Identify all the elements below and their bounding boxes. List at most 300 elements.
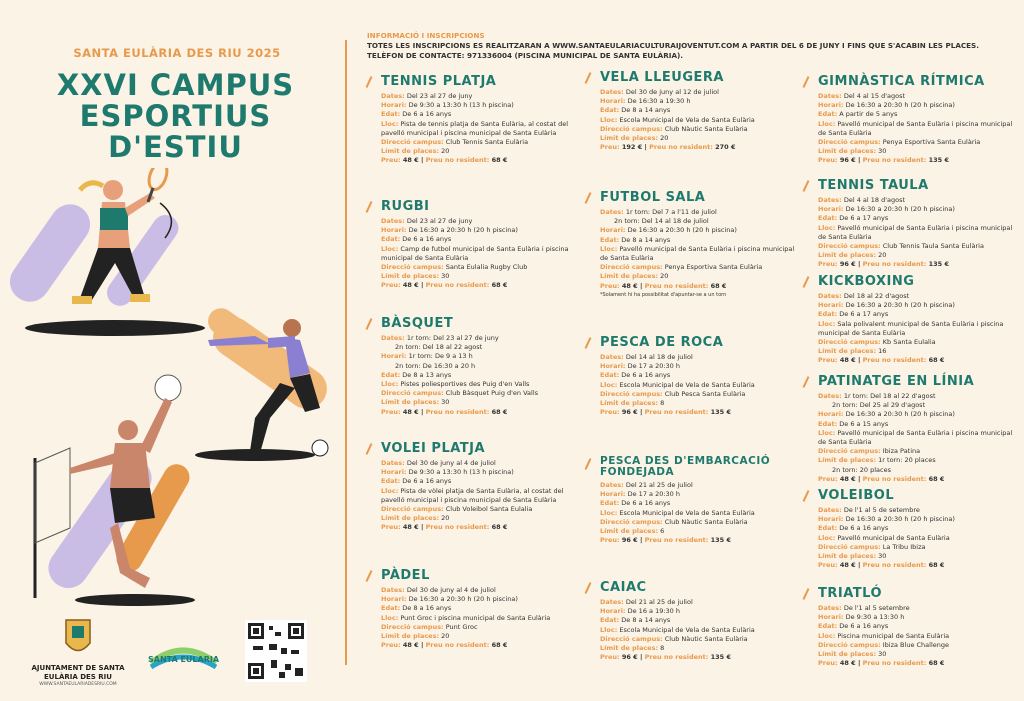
price-label: Preu: xyxy=(600,653,620,662)
field-value: De 8 a 14 anys xyxy=(621,106,671,115)
price-no-label: Preu no resident: xyxy=(862,260,927,269)
field-value: Del 14 al 18 de juliol xyxy=(625,353,693,361)
field-label: Lloc: xyxy=(818,223,836,232)
field-label: Edat: xyxy=(818,110,838,119)
price-value: 96 € xyxy=(839,260,856,269)
field-value: Escola Municipal de Vela de Santa Eulària xyxy=(619,380,755,389)
price-no-value: 68 € xyxy=(928,561,945,570)
activity-title: FUTBOL SALA xyxy=(574,190,799,205)
activity-title: PESCA DES D'EMBARCACIÓ FONDEJADA xyxy=(574,456,799,478)
field-label: Horari: xyxy=(818,205,844,214)
info-line-2: TELÈFON DE CONTACTE: 971336004 (PISCINA MUNICIPAL DE SANTA EULÀRIA). xyxy=(367,51,684,60)
activity-card: RUGBI Dates: Del 23 al 27 de juny Horari: De 16:30 a 20:30 h (20 h piscina) Edat: De 6 a 16 anys Lloc: Camp de futbol municipal de Santa Eulària i piscina municipal de Santa Eulària Direcció campus: Santa Eulalia Rugby Club Límit de places: 30 Preu: 48 € | Preu no resident: 68 € xyxy=(355,199,577,291)
activity-title: VELA LLEUGERA xyxy=(574,70,799,85)
field-value: 1r torn: Del 23 al 27 de juny xyxy=(406,334,499,342)
field-label: Lloc: xyxy=(600,244,618,253)
price-no-label: Preu no resident: xyxy=(644,653,709,662)
price-value: 96 € xyxy=(621,653,638,662)
price-no-label: Preu no resident: xyxy=(425,156,490,165)
price-no-label: Preu no resident: xyxy=(425,407,490,416)
price-no-value: 68 € xyxy=(710,281,727,290)
ajuntament-url[interactable]: WWW.SANTAEULARIADESRIU.COM xyxy=(39,682,117,687)
field-value: Piscina municipal de Santa Eulària xyxy=(837,631,950,640)
field-label: Lloc: xyxy=(381,244,399,253)
field-value: De 16 a 19:30 h xyxy=(627,607,680,616)
field-label: Límit de places: xyxy=(600,527,659,536)
field-value: Escola Municipal de Vela de Santa Eulària xyxy=(619,508,755,517)
field-value: Del 21 al 25 de juliol xyxy=(625,598,693,606)
field-value: 1r torn: Del 18 al 22 d'agost xyxy=(843,392,936,400)
field-value: Del 21 al 25 de juliol xyxy=(625,481,693,489)
field-value: 30 xyxy=(878,552,887,561)
title-line-2: ESPORTIUS xyxy=(79,99,272,133)
field-label: Límit de places: xyxy=(600,272,659,281)
field-value: 20 xyxy=(878,251,887,260)
price-value: 96 € xyxy=(621,408,638,417)
field-label: Dates: xyxy=(818,506,842,514)
field-label: Horari: xyxy=(600,490,626,499)
price-value: 48 € xyxy=(839,561,856,570)
field-value-extra: 2n torn: Del 18 al 22 agost xyxy=(395,343,483,352)
field-label: Dates: xyxy=(818,292,842,300)
field-label: Horari: xyxy=(600,362,626,371)
activity-title: RUGBI xyxy=(355,199,577,214)
activity-title: CAIAC xyxy=(574,580,799,595)
price-no-value: 68 € xyxy=(928,474,945,483)
info-line-1: TOTES LES INSCRIPCIONS ES REALITZARAN A WWW.SANTAEULARIACULTURAIJOVENTUT.COM A PARTIR DEL 6 DE JUNY I FINS QUE S'ACABIN LES PLACES. xyxy=(367,41,979,50)
activity-title: TENNIS TAULA xyxy=(792,178,1018,193)
field-value: De 6 a 16 anys xyxy=(839,524,889,533)
field-value: Club Nàutic Santa Eulària xyxy=(664,634,748,643)
field-value: De 6 a 16 anys xyxy=(621,499,671,508)
field-value: De 8 a 13 anys xyxy=(402,370,452,379)
field-label: Límit de places: xyxy=(818,456,877,465)
field-label: Direcció campus: xyxy=(600,634,663,643)
field-value: De 8 a 16 anys xyxy=(402,604,452,613)
field-value-extra: 2n torn: Del 25 al 29 d'agost xyxy=(832,401,926,410)
field-label: Dates: xyxy=(381,586,405,594)
field-value: 6 xyxy=(660,527,665,536)
field-value: De 17 a 20:30 h xyxy=(627,362,680,371)
field-label: Edat: xyxy=(600,235,620,244)
price-no-value: 68 € xyxy=(928,356,945,365)
activity-title: VOLEI PLATJA xyxy=(355,441,577,456)
activity-title: BÀSQUET xyxy=(355,316,577,331)
price-label: Preu: xyxy=(381,156,401,165)
field-value: Pavelló municipal de Santa Eulària i piscina municipal de Santa Eulària xyxy=(818,119,1013,137)
field-label: Direcció campus: xyxy=(818,447,881,456)
price-no-label: Preu no resident: xyxy=(649,143,713,152)
field-label: Límit de places: xyxy=(818,650,877,659)
field-value: Santa Eulalia Rugby Club xyxy=(445,263,528,272)
field-value: De 16:30 a 20:30 h (20 h piscina) xyxy=(627,226,737,235)
field-label: Horari: xyxy=(600,607,626,616)
field-label: Dates: xyxy=(381,217,405,225)
activity-title: PATINATGE EN LÍNIA xyxy=(792,374,1018,389)
field-value: 30 xyxy=(441,398,450,407)
field-value: Del 18 al 22 d'agost xyxy=(843,292,910,300)
activity-card: VOLEIBOL Dates: De l'1 al 5 de setembre Horari: De 16:30 a 20:30 h (20 h piscina) Edat: De 6 a 16 anys Lloc: Pavelló municipal de Santa Eulària Direcció campus: La Tribu Ibiza Límit de places: 30 Preu: 48 € | Preu no resident: 68 € xyxy=(792,488,1018,570)
field-label: Lloc: xyxy=(818,631,836,640)
price-no-label: Preu no resident: xyxy=(425,523,490,532)
field-label: Lloc: xyxy=(818,119,836,128)
price-label: Preu: xyxy=(381,523,401,532)
field-label: Dates: xyxy=(818,92,842,100)
price-no-label: Preu no resident: xyxy=(862,561,927,570)
price-label: Preu: xyxy=(600,281,620,290)
price-no-value: 68 € xyxy=(491,281,508,290)
price-value: 48 € xyxy=(402,281,419,290)
field-label: Direcció campus: xyxy=(600,263,663,272)
field-value: De 16:30 a 19:30 h xyxy=(627,97,691,106)
field-label: Límit de places: xyxy=(600,134,659,143)
field-value: 8 xyxy=(660,399,665,408)
field-value: Ibiza Patina xyxy=(882,447,921,456)
price-value: 48 € xyxy=(402,641,419,650)
field-value: De l'1 al 5 de setembre xyxy=(843,506,920,514)
field-label: Dates: xyxy=(600,353,624,361)
field-label: Límit de places: xyxy=(381,272,440,281)
field-label: Lloc: xyxy=(600,115,618,124)
field-label: Direcció campus: xyxy=(381,389,444,398)
field-value-extra: 2n torn: Del 14 al 18 de juliol xyxy=(614,217,709,226)
field-label: Edat: xyxy=(381,477,401,486)
price-label: Preu: xyxy=(818,260,838,269)
price-value: 96 € xyxy=(839,156,856,165)
price-no-label: Preu no resident: xyxy=(425,641,490,650)
field-value: De 6 a 16 anys xyxy=(402,235,452,244)
field-label: Lloc: xyxy=(600,625,618,634)
field-value: De 16:30 a 20:30 h (20 h piscina) xyxy=(408,226,518,235)
price-value: 48 € xyxy=(839,659,856,668)
activity-title: PESCA DE ROCA xyxy=(574,335,799,350)
field-label: Límit de places: xyxy=(381,632,440,641)
field-label: Direcció campus: xyxy=(600,389,663,398)
field-value: De 6 a 16 anys xyxy=(839,622,889,631)
football-player-figure xyxy=(195,303,335,461)
field-value: 8 xyxy=(660,644,665,653)
field-label: Horari: xyxy=(381,101,407,110)
field-label: Horari: xyxy=(600,226,626,235)
field-value: De l'1 al 5 setembre xyxy=(843,604,910,612)
activity-title: TRIATLÓ xyxy=(792,586,1018,601)
coat-of-arms-icon xyxy=(28,618,128,663)
field-label: Direcció campus: xyxy=(381,505,444,514)
field-label: Horari: xyxy=(381,595,407,604)
price-no-label: Preu no resident: xyxy=(862,474,927,483)
field-label: Direcció campus: xyxy=(381,622,444,631)
activity-card: TENNIS TAULA Dates: Del 4 al 18 d'agost Horari: De 16:30 a 20:30 h (20 h piscina) Edat: De 6 a 17 anys Lloc: Pavelló municipal de Santa Eulària i piscina municipal de Santa Eulària Direcció campus: Club Tennis Taula Santa Eulària Límit de places: 20 Preu: 96 € | Preu no resident: 135 € xyxy=(792,178,1018,270)
activity-card: PATINATGE EN LÍNIA Dates: 1r torn: Del 18 al 22 d'agost 2n torn: Del 25 al 29 d'agost Horari: De 16:30 a 20:30 h (20 h piscina) Edat: De 6 a 15 anys Lloc: Pavelló municipal de Santa Eulària i piscina municipal de Santa Eulària Direcció campus: Ibiza Patina Límit de places: 1r torn: 20 places 2n torn: 20 places Preu: 48 € | Preu no resident: 68 € xyxy=(792,374,1018,484)
field-label: Horari: xyxy=(818,301,844,310)
field-value: Punt Groc i piscina municipal de Santa Eulària xyxy=(400,613,551,622)
title-line-1: XXVI CAMPUS xyxy=(56,68,295,102)
activity-card: PESCA DE ROCA Dates: Del 14 al 18 de juliol Horari: De 17 a 20:30 h Edat: De 6 a 16 anys Lloc: Escola Municipal de Vela de Santa Eulària Direcció campus: Club Pesca Santa Eulària Límit de places: 8 Preu: 96 € | Preu no resident: 135 € xyxy=(574,335,799,417)
field-label: Horari: xyxy=(600,97,626,106)
field-value: Pista de tennis platja de Santa Eulària, al costat del pavelló municipal i piscina municipal de Santa Eulària xyxy=(381,119,568,137)
price-value: 48 € xyxy=(402,523,419,532)
activity-card: BÀSQUET Dates: 1r torn: Del 23 al 27 de juny 2n torn: Del 18 al 22 agost Horari: 1r torn: De 9 a 13 h 2n torn: De 16:30 a 20 h Edat: De 8 a 13 anys Lloc: Pistes poliesportives des Puig d'en Valls Direcció campus: Club Bàsquet Puig d'en Valls Límit de places: 30 Preu: 48 € | Preu no resident: 68 € xyxy=(355,316,577,417)
field-value: De 6 a 17 anys xyxy=(839,214,889,223)
field-label: Direcció campus: xyxy=(600,124,663,133)
field-label: Edat: xyxy=(818,622,838,631)
field-value: Punt Groc xyxy=(445,622,478,631)
field-value: Club Pesca Santa Eulària xyxy=(664,389,746,398)
price-label: Preu: xyxy=(600,536,620,545)
field-value: Ibiza Blue Challenge xyxy=(882,640,950,649)
field-label: Horari: xyxy=(818,613,844,622)
field-label: Dates: xyxy=(381,459,405,467)
price-value: 48 € xyxy=(621,281,638,290)
price-label: Preu: xyxy=(381,641,401,650)
qr-code-icon[interactable] xyxy=(245,620,307,682)
field-label: Lloc: xyxy=(381,486,399,495)
field-label: Edat: xyxy=(381,235,401,244)
price-no-label: Preu no resident: xyxy=(425,281,490,290)
activity-title: PÀDEL xyxy=(355,568,577,583)
price-no-value: 68 € xyxy=(491,407,508,416)
field-value: 30 xyxy=(878,147,887,156)
field-value: 30 xyxy=(441,272,450,281)
price-value: 48 € xyxy=(402,407,419,416)
field-value: 1r torn: De 9 a 13 h xyxy=(408,352,473,361)
field-value: 20 xyxy=(660,134,669,143)
activity-title: VOLEIBOL xyxy=(792,488,1018,503)
activity-card: TENNIS PLATJA Dates: Del 23 al 27 de juny Horari: De 9:30 a 13:30 h (13 h piscina) Edat: De 6 a 16 anys Lloc: Pista de tennis platja de Santa Eulària, al costat del pavelló municipal i piscina municipal de Santa Eulària Direcció campus: Club Tennis Santa Eulària Límit de places: 20 Preu: 48 € | Preu no resident: 68 € xyxy=(355,74,577,166)
price-no-label: Preu no resident: xyxy=(644,281,709,290)
field-value: De 16:30 a 20:30 h (20 h piscina) xyxy=(408,595,518,604)
price-label: Preu: xyxy=(381,407,401,416)
field-value: De 9:30 a 13:30 h (13 h piscina) xyxy=(408,101,514,110)
field-label: Edat: xyxy=(818,310,838,319)
field-label: Edat: xyxy=(600,371,620,380)
field-label: Dates: xyxy=(818,196,842,204)
activity-title: GIMNÀSTICA RÍTMICA xyxy=(792,74,1018,89)
volleyball-player-figure xyxy=(35,375,195,606)
price-label: Preu: xyxy=(381,281,401,290)
field-label: Lloc: xyxy=(600,508,618,517)
info-block xyxy=(367,31,1017,61)
field-value: Pavelló municipal de Santa Eulària xyxy=(837,533,950,542)
price-no-label: Preu no resident: xyxy=(862,659,927,668)
field-value: De 16:30 a 20:30 h (20 h piscina) xyxy=(845,205,955,214)
poster-left-panel xyxy=(0,0,345,701)
field-value: Pista de vòlei platja de Santa Eulària, al costat del pavelló municipal i piscina municipal de Santa Eulària xyxy=(381,486,564,504)
activity-card: PÀDEL Dates: Del 30 de juny al 4 de juliol Horari: De 16:30 a 20:30 h (20 h piscina) Edat: De 8 a 16 anys Lloc: Punt Groc i piscina municipal de Santa Eulària Direcció campus: Punt Groc Límit de places: 20 Preu: 48 € | Preu no resident: 68 € xyxy=(355,568,577,650)
field-value: 20 xyxy=(441,147,450,156)
field-label: Horari: xyxy=(818,101,844,110)
price-no-value: 135 € xyxy=(928,156,949,165)
field-value: Del 23 al 27 de juny xyxy=(406,92,473,100)
field-value: A partir de 5 anys xyxy=(839,110,898,119)
field-label: Dates: xyxy=(600,598,624,606)
field-label: Dates: xyxy=(381,92,405,100)
price-no-value: 68 € xyxy=(491,641,508,650)
field-value: De 8 a 14 anys xyxy=(621,235,671,244)
price-no-value: 135 € xyxy=(928,260,949,269)
field-label: Límit de places: xyxy=(600,644,659,653)
field-label: Lloc: xyxy=(818,533,836,542)
field-label: Límit de places: xyxy=(818,552,877,561)
field-value: Escola Municipal de Vela de Santa Eulària xyxy=(619,625,755,634)
field-label: Lloc: xyxy=(381,380,399,389)
field-label: Dates: xyxy=(600,88,624,96)
field-value-extra: 2n torn: 20 places xyxy=(832,465,891,474)
field-value: Club Bàsquet Puig d'en Valls xyxy=(445,389,539,398)
field-value: De 16:30 a 20:30 h (20 h piscina) xyxy=(845,101,955,110)
field-value: Sala polivalent municipal de Santa Eulària i piscina municipal de Santa Eulària xyxy=(818,319,1004,337)
event-subtitle: SANTA EULÀRIA DES RIU 2025 xyxy=(73,46,281,60)
field-label: Direcció campus: xyxy=(600,517,663,526)
price-label: Preu: xyxy=(818,156,838,165)
field-value: Camp de futbol municipal de Santa Eulària i piscina municipal de Santa Eulària xyxy=(381,244,569,262)
field-value: De 9:30 a 13:30 h (13 h piscina) xyxy=(408,468,514,477)
activity-card: GIMNÀSTICA RÍTMICA Dates: Del 4 al 15 d'agost Horari: De 16:30 a 20:30 h (20 h piscina) Edat: A partir de 5 anys Lloc: Pavelló municipal de Santa Eulària i piscina municipal de Santa Eulària Direcció campus: Penya Esportiva Santa Eulària Límit de places: 30 Preu: 96 € | Preu no resident: 135 € xyxy=(792,74,1018,166)
field-label: Direcció campus: xyxy=(818,542,881,551)
field-label: Lloc: xyxy=(818,319,836,328)
field-value: De 16:30 a 20:30 h (20 h piscina) xyxy=(845,301,955,310)
activity-card: PESCA DES D'EMBARCACIÓ FONDEJADA Dates: Del 21 al 25 de juliol Horari: De 17 a 20:30 h Edat: De 6 a 16 anys Lloc: Escola Municipal de Vela de Santa Eulària Direcció campus: Club Nàutic Santa Eulària Límit de places: 6 Preu: 96 € | Preu no resident: 135 € xyxy=(574,456,799,545)
field-value: Del 30 de juny al 12 de juliol xyxy=(625,88,719,96)
activity-card: CAIAC Dates: Del 21 al 25 de juliol Horari: De 16 a 19:30 h Edat: De 8 a 14 anys Lloc: Escola Municipal de Vela de Santa Eulària Direcció campus: Club Nàutic Santa Eulària Límit de places: 8 Preu: 96 € | Preu no resident: 135 € xyxy=(574,580,799,662)
price-label: Preu: xyxy=(818,474,838,483)
field-value: 1r torn: 20 places xyxy=(878,456,936,465)
activity-card: KICKBOXING Dates: Del 18 al 22 d'agost Horari: De 16:30 a 20:30 h (20 h piscina) Edat: De 6 a 17 anys Lloc: Sala polivalent municipal de Santa Eulària i piscina municipal de Santa Eulària Direcció campus: Kb Santa Eulalia Límit de places: 16 Preu: 48 € | Preu no resident: 68 € xyxy=(792,274,1018,366)
field-value: De 6 a 15 anys xyxy=(839,419,889,428)
field-value: 20 xyxy=(660,272,669,281)
field-value: Club Voleibol Santa Eulalia xyxy=(445,505,533,514)
field-label: Direcció campus: xyxy=(381,263,444,272)
field-label: Dates: xyxy=(818,392,842,400)
field-label: Límit de places: xyxy=(600,399,659,408)
field-value: De 9:30 a 13:30 h xyxy=(845,613,905,622)
activity-note: *Solament hi ha possibilitat d'apuntar-se a un torn xyxy=(600,291,727,298)
field-value: De 6 a 17 anys xyxy=(839,310,889,319)
field-value: 16 xyxy=(878,347,887,356)
price-no-label: Preu no resident: xyxy=(862,156,927,165)
field-value-extra: 2n torn: De 16:30 a 20 h xyxy=(395,361,476,370)
title-line-3: D'ESTIU xyxy=(108,130,243,164)
field-value: De 6 a 16 anys xyxy=(402,477,452,486)
price-no-value: 135 € xyxy=(710,408,731,417)
field-label: Direcció campus: xyxy=(818,138,881,147)
price-no-value: 68 € xyxy=(491,523,508,532)
field-value: Pistes poliesportives des Puig d'en Valls xyxy=(400,380,530,389)
price-label: Preu: xyxy=(818,356,838,365)
field-label: Lloc: xyxy=(381,613,399,622)
field-value: Club Nàutic Santa Eulària xyxy=(664,124,748,133)
price-value: 48 € xyxy=(839,356,856,365)
ajuntament-name: AJUNTAMENT DE SANTA EULÀRIA DES RIU xyxy=(31,664,125,681)
field-label: Edat: xyxy=(600,616,620,625)
field-label: Dates: xyxy=(600,481,624,489)
field-label: Direcció campus: xyxy=(381,138,444,147)
santa-eularia-logo xyxy=(146,633,221,673)
field-label: Lloc: xyxy=(381,119,399,128)
price-no-value: 270 € xyxy=(715,143,736,152)
activity-title: TENNIS PLATJA xyxy=(355,74,577,89)
field-value: Del 23 al 27 de juny xyxy=(406,217,473,225)
field-value: Penya Esportiva Santa Eulària xyxy=(882,138,981,147)
activity-title: KICKBOXING xyxy=(792,274,1018,289)
field-label: Edat: xyxy=(818,419,838,428)
field-label: Límit de places: xyxy=(381,398,440,407)
activity-card: VOLEI PLATJA Dates: Del 30 de juny al 4 de juliol Horari: De 9:30 a 13:30 h (13 h piscina) Edat: De 6 a 16 anys Lloc: Pista de vòlei platja de Santa Eulària, al costat del pavelló municipal i piscina municipal de Santa Eulària Direcció campus: Club Voleibol Santa Eulalia Límit de places: 20 Preu: 48 € | Preu no resident: 68 € xyxy=(355,441,577,533)
price-label: Preu: xyxy=(818,659,838,668)
price-no-value: 68 € xyxy=(491,156,508,165)
field-label: Dates: xyxy=(818,604,842,612)
field-value: Club Nàutic Santa Eulària xyxy=(664,517,748,526)
info-heading: INFORMACIÓ I INSCRIPCIONS xyxy=(367,31,485,40)
field-label: Límit de places: xyxy=(381,514,440,523)
price-no-value: 135 € xyxy=(710,653,731,662)
activity-card: TRIATLÓ Dates: De l'1 al 5 setembre Horari: De 9:30 a 13:30 h Edat: De 6 a 16 anys Lloc: Piscina municipal de Santa Eulària Direcció campus: Ibiza Blue Challenge Límit de places: 30 Preu: 48 € | Preu no resident: 68 € xyxy=(792,586,1018,668)
field-label: Dates: xyxy=(381,334,405,342)
field-value: Del 30 de juny al 4 de juliol xyxy=(406,459,496,467)
field-label: Lloc: xyxy=(818,428,836,437)
field-value: 20 xyxy=(441,632,450,641)
event-title xyxy=(38,70,313,163)
field-value: De 17 a 20:30 h xyxy=(627,490,680,499)
price-label: Preu: xyxy=(600,408,620,417)
field-value: 20 xyxy=(441,514,450,523)
price-label: Preu: xyxy=(600,143,620,152)
field-value: Pavelló municipal de Santa Eulària i piscina municipal de Santa Eulària xyxy=(818,428,1013,447)
field-value: Del 30 de juny al 4 de juliol xyxy=(406,586,496,594)
field-label: Límit de places: xyxy=(818,147,877,156)
activity-card: VELA LLEUGERA Dates: Del 30 de juny al 12 de juliol Horari: De 16:30 a 19:30 h Edat: De 8 a 14 anys Lloc: Escola Municipal de Vela de Santa Eulària Direcció campus: Club Nàutic Santa Eulària Límit de places: 20 Preu: 192 € | Preu no resident: 270 € xyxy=(574,70,799,152)
field-value: 1r torn: Del 7 a l'11 de juliol xyxy=(625,208,717,216)
field-label: Edat: xyxy=(381,604,401,613)
price-no-label: Preu no resident: xyxy=(644,536,709,545)
field-value: Del 4 al 18 d'agost xyxy=(843,196,906,204)
field-value: Club Tennis Taula Santa Eulària xyxy=(882,242,984,251)
field-value: Kb Santa Eulalia xyxy=(882,338,936,347)
price-no-label: Preu no resident: xyxy=(644,408,709,417)
tennis-player-figure xyxy=(10,168,205,336)
logo-text: SANTA EULARIA xyxy=(148,655,220,664)
field-value: De 16:30 a 20:30 h (20 h piscina) xyxy=(845,515,955,524)
price-value: 96 € xyxy=(621,536,638,545)
poster-footer xyxy=(28,618,338,688)
field-value: De 6 a 16 anys xyxy=(621,371,671,380)
price-label: Preu: xyxy=(818,561,838,570)
field-value: Del 4 al 15 d'agost xyxy=(843,92,906,100)
price-no-value: 68 € xyxy=(928,659,945,668)
field-label: Límit de places: xyxy=(818,347,877,356)
field-label: Direcció campus: xyxy=(818,640,881,649)
activity-card: FUTBOL SALA Dates: 1r torn: Del 7 a l'11 de juliol 2n torn: Del 14 al 18 de juliol Horari: De 16:30 a 20:30 h (20 h piscina) Edat: De 8 a 14 anys Lloc: Pavelló municipal de Santa Eulària i piscina municipal de Santa Eulària Direcció campus: Penya Esportiva Santa Eulària Límit de places: 20 Preu: 48 € | Preu no resident: 68 € *Solament hi ha possibilitat d'apuntar-se a un torn xyxy=(574,190,799,300)
field-value: 30 xyxy=(878,650,887,659)
field-value: De 6 a 16 anys xyxy=(402,110,452,119)
price-no-label: Preu no resident: xyxy=(862,356,927,365)
field-label: Direcció campus: xyxy=(818,242,881,251)
field-label: Límit de places: xyxy=(818,251,877,260)
field-label: Dates: xyxy=(600,208,624,216)
price-value: 48 € xyxy=(402,156,419,165)
field-label: Edat: xyxy=(600,499,620,508)
field-label: Lloc: xyxy=(600,380,618,389)
field-label: Horari: xyxy=(818,515,844,524)
field-label: Edat: xyxy=(381,370,401,379)
column-divider xyxy=(345,40,347,665)
field-value: Penya Esportiva Santa Eulària xyxy=(664,263,763,272)
field-value: Pavelló municipal de Santa Eulària i piscina municipal de Santa Eulària xyxy=(600,244,795,263)
sports-illustration xyxy=(10,168,345,608)
field-value: De 8 a 14 anys xyxy=(621,616,671,625)
field-label: Edat: xyxy=(818,214,838,223)
field-value: Escola Municipal de Vela de Santa Eulària xyxy=(619,115,755,124)
